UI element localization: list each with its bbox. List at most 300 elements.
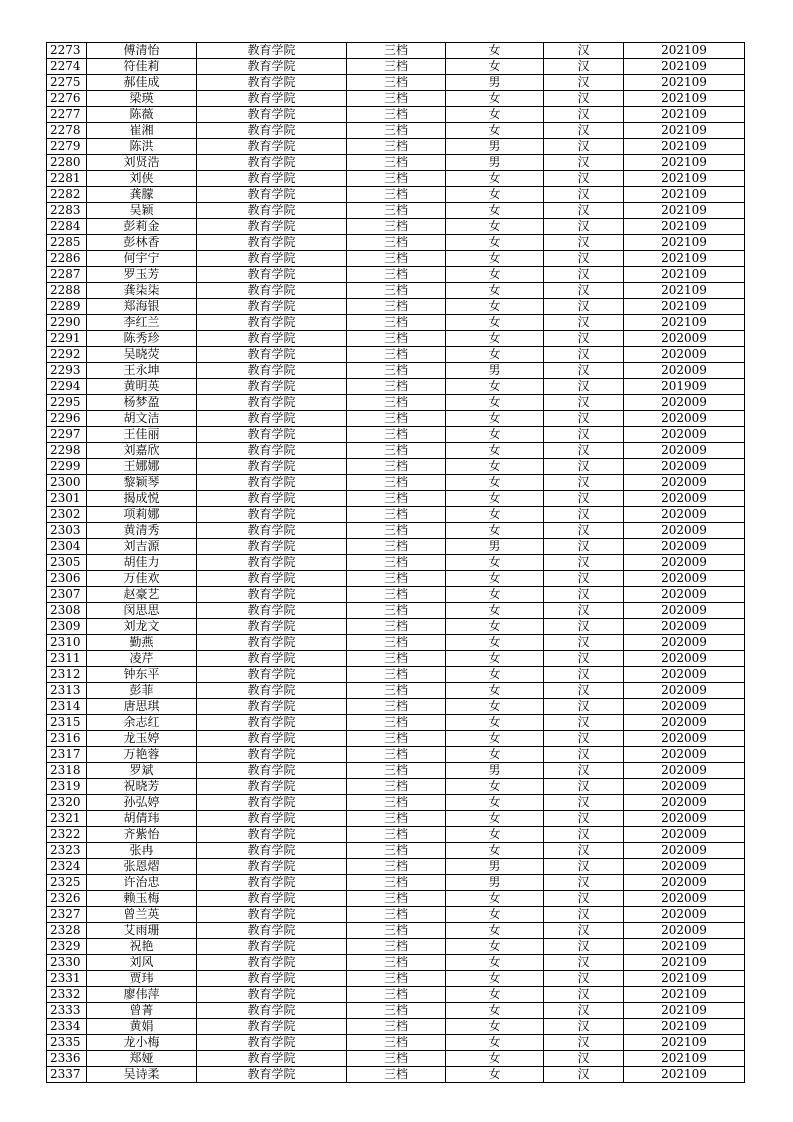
gender-cell: 男: [446, 139, 544, 155]
grade-level-cell: 三档: [347, 811, 446, 827]
college-cell: 教育学院: [197, 747, 347, 763]
table-row: [47, 635, 745, 651]
grade-level-cell: 三档: [347, 1019, 446, 1035]
grade-level-cell: 三档: [347, 219, 446, 235]
student-name-cell: 勤燕: [87, 635, 197, 651]
college-cell: 教育学院: [197, 635, 347, 651]
row-number-cell: 2336: [47, 1051, 87, 1067]
term-cell: 202009: [624, 347, 745, 363]
table-row: [47, 251, 745, 267]
table-row: [47, 1003, 745, 1019]
ethnicity-cell: 汉: [544, 43, 624, 59]
table-row: [47, 715, 745, 731]
gender-cell: 女: [446, 1003, 544, 1019]
college-cell: 教育学院: [197, 187, 347, 203]
table-row: [47, 667, 745, 683]
table-row: [47, 955, 745, 971]
gender-cell: 女: [446, 171, 544, 187]
grade-level-cell: 三档: [347, 107, 446, 123]
grade-level-cell: 三档: [347, 475, 446, 491]
student-name-cell: 王永坤: [87, 363, 197, 379]
row-number-cell: 2294: [47, 379, 87, 395]
student-name-cell: 刘侠: [87, 171, 197, 187]
college-cell: 教育学院: [197, 411, 347, 427]
student-name-cell: 赵豪艺: [87, 587, 197, 603]
grade-level-cell: 三档: [347, 123, 446, 139]
ethnicity-cell: 汉: [544, 251, 624, 267]
student-name-cell: 黎颖琴: [87, 475, 197, 491]
ethnicity-cell: 汉: [544, 923, 624, 939]
student-name-cell: 赖玉梅: [87, 891, 197, 907]
grade-level-cell: 三档: [347, 1035, 446, 1051]
term-cell: 202109: [624, 1035, 745, 1051]
gender-cell: 女: [446, 91, 544, 107]
table-row: [47, 187, 745, 203]
term-cell: 202009: [624, 571, 745, 587]
gender-cell: 女: [446, 827, 544, 843]
gender-cell: 女: [446, 907, 544, 923]
row-number-cell: 2320: [47, 795, 87, 811]
gender-cell: 女: [446, 635, 544, 651]
ethnicity-cell: 汉: [544, 619, 624, 635]
table-row: [47, 539, 745, 555]
college-cell: 教育学院: [197, 251, 347, 267]
student-name-cell: 黄明英: [87, 379, 197, 395]
gender-cell: 女: [446, 203, 544, 219]
student-name-cell: 彭菲: [87, 683, 197, 699]
table-row: [47, 443, 745, 459]
ethnicity-cell: 汉: [544, 187, 624, 203]
gender-cell: 女: [446, 379, 544, 395]
row-number-cell: 2313: [47, 683, 87, 699]
row-number-cell: 2323: [47, 843, 87, 859]
student-name-cell: 余志红: [87, 715, 197, 731]
ethnicity-cell: 汉: [544, 955, 624, 971]
student-name-cell: 傅清怡: [87, 43, 197, 59]
term-cell: 202109: [624, 955, 745, 971]
table-row: [47, 379, 745, 395]
student-name-cell: 曾菁: [87, 1003, 197, 1019]
ethnicity-cell: 汉: [544, 747, 624, 763]
table-row: [47, 395, 745, 411]
grade-level-cell: 三档: [347, 699, 446, 715]
row-number-cell: 2273: [47, 43, 87, 59]
term-cell: 202009: [624, 491, 745, 507]
table-row: [47, 1051, 745, 1067]
gender-cell: 女: [446, 251, 544, 267]
row-number-cell: 2286: [47, 251, 87, 267]
student-name-cell: 钟东平: [87, 667, 197, 683]
college-cell: 教育学院: [197, 331, 347, 347]
row-number-cell: 2308: [47, 603, 87, 619]
gender-cell: 女: [446, 347, 544, 363]
college-cell: 教育学院: [197, 523, 347, 539]
ethnicity-cell: 汉: [544, 699, 624, 715]
college-cell: 教育学院: [197, 75, 347, 91]
grade-level-cell: 三档: [347, 795, 446, 811]
row-number-cell: 2322: [47, 827, 87, 843]
table-row: [47, 875, 745, 891]
gender-cell: 女: [446, 651, 544, 667]
college-cell: 教育学院: [197, 939, 347, 955]
ethnicity-cell: 汉: [544, 299, 624, 315]
college-cell: 教育学院: [197, 667, 347, 683]
student-name-cell: 张冉: [87, 843, 197, 859]
term-cell: 202109: [624, 251, 745, 267]
gender-cell: 女: [446, 603, 544, 619]
student-name-cell: 项莉娜: [87, 507, 197, 523]
ethnicity-cell: 汉: [544, 651, 624, 667]
college-cell: 教育学院: [197, 827, 347, 843]
term-cell: 201909: [624, 379, 745, 395]
student-name-cell: 祝晓芳: [87, 779, 197, 795]
term-cell: 202009: [624, 795, 745, 811]
college-cell: 教育学院: [197, 795, 347, 811]
row-number-cell: 2309: [47, 619, 87, 635]
ethnicity-cell: 汉: [544, 683, 624, 699]
gender-cell: 男: [446, 155, 544, 171]
college-cell: 教育学院: [197, 155, 347, 171]
college-cell: 教育学院: [197, 459, 347, 475]
ethnicity-cell: 汉: [544, 155, 624, 171]
student-name-cell: 祝艳: [87, 939, 197, 955]
row-number-cell: 2298: [47, 443, 87, 459]
row-number-cell: 2289: [47, 299, 87, 315]
row-number-cell: 2274: [47, 59, 87, 75]
term-cell: 202109: [624, 139, 745, 155]
term-cell: 202109: [624, 939, 745, 955]
student-name-cell: 吴晓荧: [87, 347, 197, 363]
gender-cell: 女: [446, 587, 544, 603]
college-cell: 教育学院: [197, 171, 347, 187]
row-number-cell: 2328: [47, 923, 87, 939]
table-row: [47, 347, 745, 363]
ethnicity-cell: 汉: [544, 411, 624, 427]
term-cell: 202009: [624, 779, 745, 795]
college-cell: 教育学院: [197, 923, 347, 939]
term-cell: 202109: [624, 267, 745, 283]
grade-level-cell: 三档: [347, 987, 446, 1003]
grade-level-cell: 三档: [347, 363, 446, 379]
row-number-cell: 2332: [47, 987, 87, 1003]
row-number-cell: 2317: [47, 747, 87, 763]
term-cell: 202109: [624, 315, 745, 331]
grade-level-cell: 三档: [347, 43, 446, 59]
grade-level-cell: 三档: [347, 1067, 446, 1083]
ethnicity-cell: 汉: [544, 1051, 624, 1067]
student-name-cell: 龚朦: [87, 187, 197, 203]
table-row: [47, 859, 745, 875]
gender-cell: 女: [446, 811, 544, 827]
table-row: [47, 523, 745, 539]
row-number-cell: 2292: [47, 347, 87, 363]
row-number-cell: 2305: [47, 555, 87, 571]
grade-level-cell: 三档: [347, 827, 446, 843]
grade-level-cell: 三档: [347, 187, 446, 203]
ethnicity-cell: 汉: [544, 315, 624, 331]
student-name-cell: 李红兰: [87, 315, 197, 331]
table-row: [47, 507, 745, 523]
row-number-cell: 2281: [47, 171, 87, 187]
college-cell: 教育学院: [197, 651, 347, 667]
college-cell: 教育学院: [197, 971, 347, 987]
college-cell: 教育学院: [197, 987, 347, 1003]
ethnicity-cell: 汉: [544, 635, 624, 651]
student-name-cell: 胡佳力: [87, 555, 197, 571]
table-row: [47, 795, 745, 811]
term-cell: 202009: [624, 555, 745, 571]
student-name-cell: 刘贤浩: [87, 155, 197, 171]
student-name-cell: 郑娅: [87, 1051, 197, 1067]
term-cell: 202009: [624, 811, 745, 827]
gender-cell: 女: [446, 475, 544, 491]
table-row: [47, 331, 745, 347]
table-row: [47, 987, 745, 1003]
gender-cell: 女: [446, 459, 544, 475]
college-cell: 教育学院: [197, 859, 347, 875]
term-cell: 202009: [624, 395, 745, 411]
term-cell: 202109: [624, 283, 745, 299]
college-cell: 教育学院: [197, 603, 347, 619]
college-cell: 教育学院: [197, 683, 347, 699]
student-name-cell: 许治忠: [87, 875, 197, 891]
ethnicity-cell: 汉: [544, 379, 624, 395]
grade-level-cell: 三档: [347, 875, 446, 891]
table-row: [47, 843, 745, 859]
table-row: [47, 907, 745, 923]
ethnicity-cell: 汉: [544, 59, 624, 75]
gender-cell: 女: [446, 331, 544, 347]
gender-cell: 女: [446, 427, 544, 443]
row-number-cell: 2301: [47, 491, 87, 507]
row-number-cell: 2310: [47, 635, 87, 651]
grade-level-cell: 三档: [347, 539, 446, 555]
college-cell: 教育学院: [197, 843, 347, 859]
ethnicity-cell: 汉: [544, 539, 624, 555]
term-cell: 202109: [624, 235, 745, 251]
table-row: [47, 139, 745, 155]
student-name-cell: 何宇宁: [87, 251, 197, 267]
table-row: [47, 731, 745, 747]
table-row: [47, 779, 745, 795]
ethnicity-cell: 汉: [544, 235, 624, 251]
gender-cell: 女: [446, 267, 544, 283]
term-cell: 202109: [624, 43, 745, 59]
table-row: [47, 811, 745, 827]
table-row: [47, 763, 745, 779]
table-row: [47, 299, 745, 315]
row-number-cell: 2293: [47, 363, 87, 379]
college-cell: 教育学院: [197, 267, 347, 283]
row-number-cell: 2287: [47, 267, 87, 283]
student-name-cell: 龙玉婷: [87, 731, 197, 747]
student-name-cell: 彭林香: [87, 235, 197, 251]
gender-cell: 女: [446, 555, 544, 571]
term-cell: 202109: [624, 1003, 745, 1019]
term-cell: 202109: [624, 107, 745, 123]
term-cell: 202009: [624, 587, 745, 603]
gender-cell: 女: [446, 315, 544, 331]
term-cell: 202009: [624, 699, 745, 715]
ethnicity-cell: 汉: [544, 523, 624, 539]
term-cell: 202109: [624, 91, 745, 107]
college-cell: 教育学院: [197, 1067, 347, 1083]
term-cell: 202009: [624, 651, 745, 667]
ethnicity-cell: 汉: [544, 587, 624, 603]
grade-level-cell: 三档: [347, 683, 446, 699]
table-row: [47, 267, 745, 283]
gender-cell: 女: [446, 1051, 544, 1067]
grade-level-cell: 三档: [347, 715, 446, 731]
college-cell: 教育学院: [197, 347, 347, 363]
gender-cell: 女: [446, 283, 544, 299]
student-table: [46, 42, 745, 1083]
grade-level-cell: 三档: [347, 331, 446, 347]
grade-level-cell: 三档: [347, 139, 446, 155]
student-name-cell: 闵思思: [87, 603, 197, 619]
row-number-cell: 2324: [47, 859, 87, 875]
ethnicity-cell: 汉: [544, 507, 624, 523]
college-cell: 教育学院: [197, 907, 347, 923]
ethnicity-cell: 汉: [544, 491, 624, 507]
row-number-cell: 2297: [47, 427, 87, 443]
table-row: [47, 1067, 745, 1083]
term-cell: 202109: [624, 219, 745, 235]
table-row: [47, 459, 745, 475]
term-cell: 202109: [624, 171, 745, 187]
college-cell: 教育学院: [197, 619, 347, 635]
row-number-cell: 2302: [47, 507, 87, 523]
ethnicity-cell: 汉: [544, 395, 624, 411]
gender-cell: 女: [446, 219, 544, 235]
row-number-cell: 2311: [47, 651, 87, 667]
ethnicity-cell: 汉: [544, 123, 624, 139]
gender-cell: 女: [446, 523, 544, 539]
row-number-cell: 2303: [47, 523, 87, 539]
gender-cell: 男: [446, 75, 544, 91]
table-row: [47, 491, 745, 507]
gender-cell: 女: [446, 891, 544, 907]
gender-cell: 女: [446, 699, 544, 715]
term-cell: 202009: [624, 539, 745, 555]
grade-level-cell: 三档: [347, 1003, 446, 1019]
term-cell: 202009: [624, 907, 745, 923]
term-cell: 202009: [624, 619, 745, 635]
grade-level-cell: 三档: [347, 603, 446, 619]
ethnicity-cell: 汉: [544, 555, 624, 571]
row-number-cell: 2326: [47, 891, 87, 907]
ethnicity-cell: 汉: [544, 811, 624, 827]
table-row: [47, 315, 745, 331]
row-number-cell: 2283: [47, 203, 87, 219]
term-cell: 202009: [624, 507, 745, 523]
row-number-cell: 2312: [47, 667, 87, 683]
grade-level-cell: 三档: [347, 667, 446, 683]
row-number-cell: 2295: [47, 395, 87, 411]
grade-level-cell: 三档: [347, 635, 446, 651]
row-number-cell: 2276: [47, 91, 87, 107]
gender-cell: 女: [446, 299, 544, 315]
college-cell: 教育学院: [197, 363, 347, 379]
row-number-cell: 2300: [47, 475, 87, 491]
student-name-cell: 万艳蓉: [87, 747, 197, 763]
grade-level-cell: 三档: [347, 379, 446, 395]
grade-level-cell: 三档: [347, 731, 446, 747]
grade-level-cell: 三档: [347, 1051, 446, 1067]
college-cell: 教育学院: [197, 891, 347, 907]
row-number-cell: 2327: [47, 907, 87, 923]
gender-cell: 女: [446, 683, 544, 699]
term-cell: 202009: [624, 443, 745, 459]
ethnicity-cell: 汉: [544, 1035, 624, 1051]
student-name-cell: 郝佳成: [87, 75, 197, 91]
college-cell: 教育学院: [197, 491, 347, 507]
ethnicity-cell: 汉: [544, 763, 624, 779]
student-name-cell: 彭莉金: [87, 219, 197, 235]
college-cell: 教育学院: [197, 1035, 347, 1051]
college-cell: 教育学院: [197, 395, 347, 411]
student-name-cell: 吴颖: [87, 203, 197, 219]
grade-level-cell: 三档: [347, 859, 446, 875]
ethnicity-cell: 汉: [544, 859, 624, 875]
table-row: [47, 619, 745, 635]
student-name-cell: 王佳丽: [87, 427, 197, 443]
college-cell: 教育学院: [197, 219, 347, 235]
gender-cell: 女: [446, 43, 544, 59]
term-cell: 202009: [624, 635, 745, 651]
student-name-cell: 刘风: [87, 955, 197, 971]
term-cell: 202109: [624, 1051, 745, 1067]
student-name-cell: 陈洪: [87, 139, 197, 155]
gender-cell: 女: [446, 939, 544, 955]
student-name-cell: 崔湘: [87, 123, 197, 139]
ethnicity-cell: 汉: [544, 75, 624, 91]
student-name-cell: 胡倩玮: [87, 811, 197, 827]
row-number-cell: 2299: [47, 459, 87, 475]
student-name-cell: 陈秀珍: [87, 331, 197, 347]
grade-level-cell: 三档: [347, 571, 446, 587]
college-cell: 教育学院: [197, 507, 347, 523]
grade-level-cell: 三档: [347, 763, 446, 779]
college-cell: 教育学院: [197, 107, 347, 123]
student-name-cell: 贾玮: [87, 971, 197, 987]
student-name-cell: 艾雨珊: [87, 923, 197, 939]
ethnicity-cell: 汉: [544, 139, 624, 155]
row-number-cell: 2314: [47, 699, 87, 715]
term-cell: 202009: [624, 923, 745, 939]
ethnicity-cell: 汉: [544, 875, 624, 891]
grade-level-cell: 三档: [347, 171, 446, 187]
grade-level-cell: 三档: [347, 651, 446, 667]
table-row: [47, 43, 745, 59]
gender-cell: 男: [446, 875, 544, 891]
gender-cell: 女: [446, 1019, 544, 1035]
term-cell: 202009: [624, 475, 745, 491]
ethnicity-cell: 汉: [544, 571, 624, 587]
grade-level-cell: 三档: [347, 427, 446, 443]
college-cell: 教育学院: [197, 235, 347, 251]
college-cell: 教育学院: [197, 555, 347, 571]
table-row: [47, 123, 745, 139]
table-row: [47, 891, 745, 907]
gender-cell: 女: [446, 411, 544, 427]
ethnicity-cell: 汉: [544, 363, 624, 379]
gender-cell: 女: [446, 843, 544, 859]
row-number-cell: 2278: [47, 123, 87, 139]
table-row: [47, 587, 745, 603]
row-number-cell: 2337: [47, 1067, 87, 1083]
gender-cell: 女: [446, 571, 544, 587]
